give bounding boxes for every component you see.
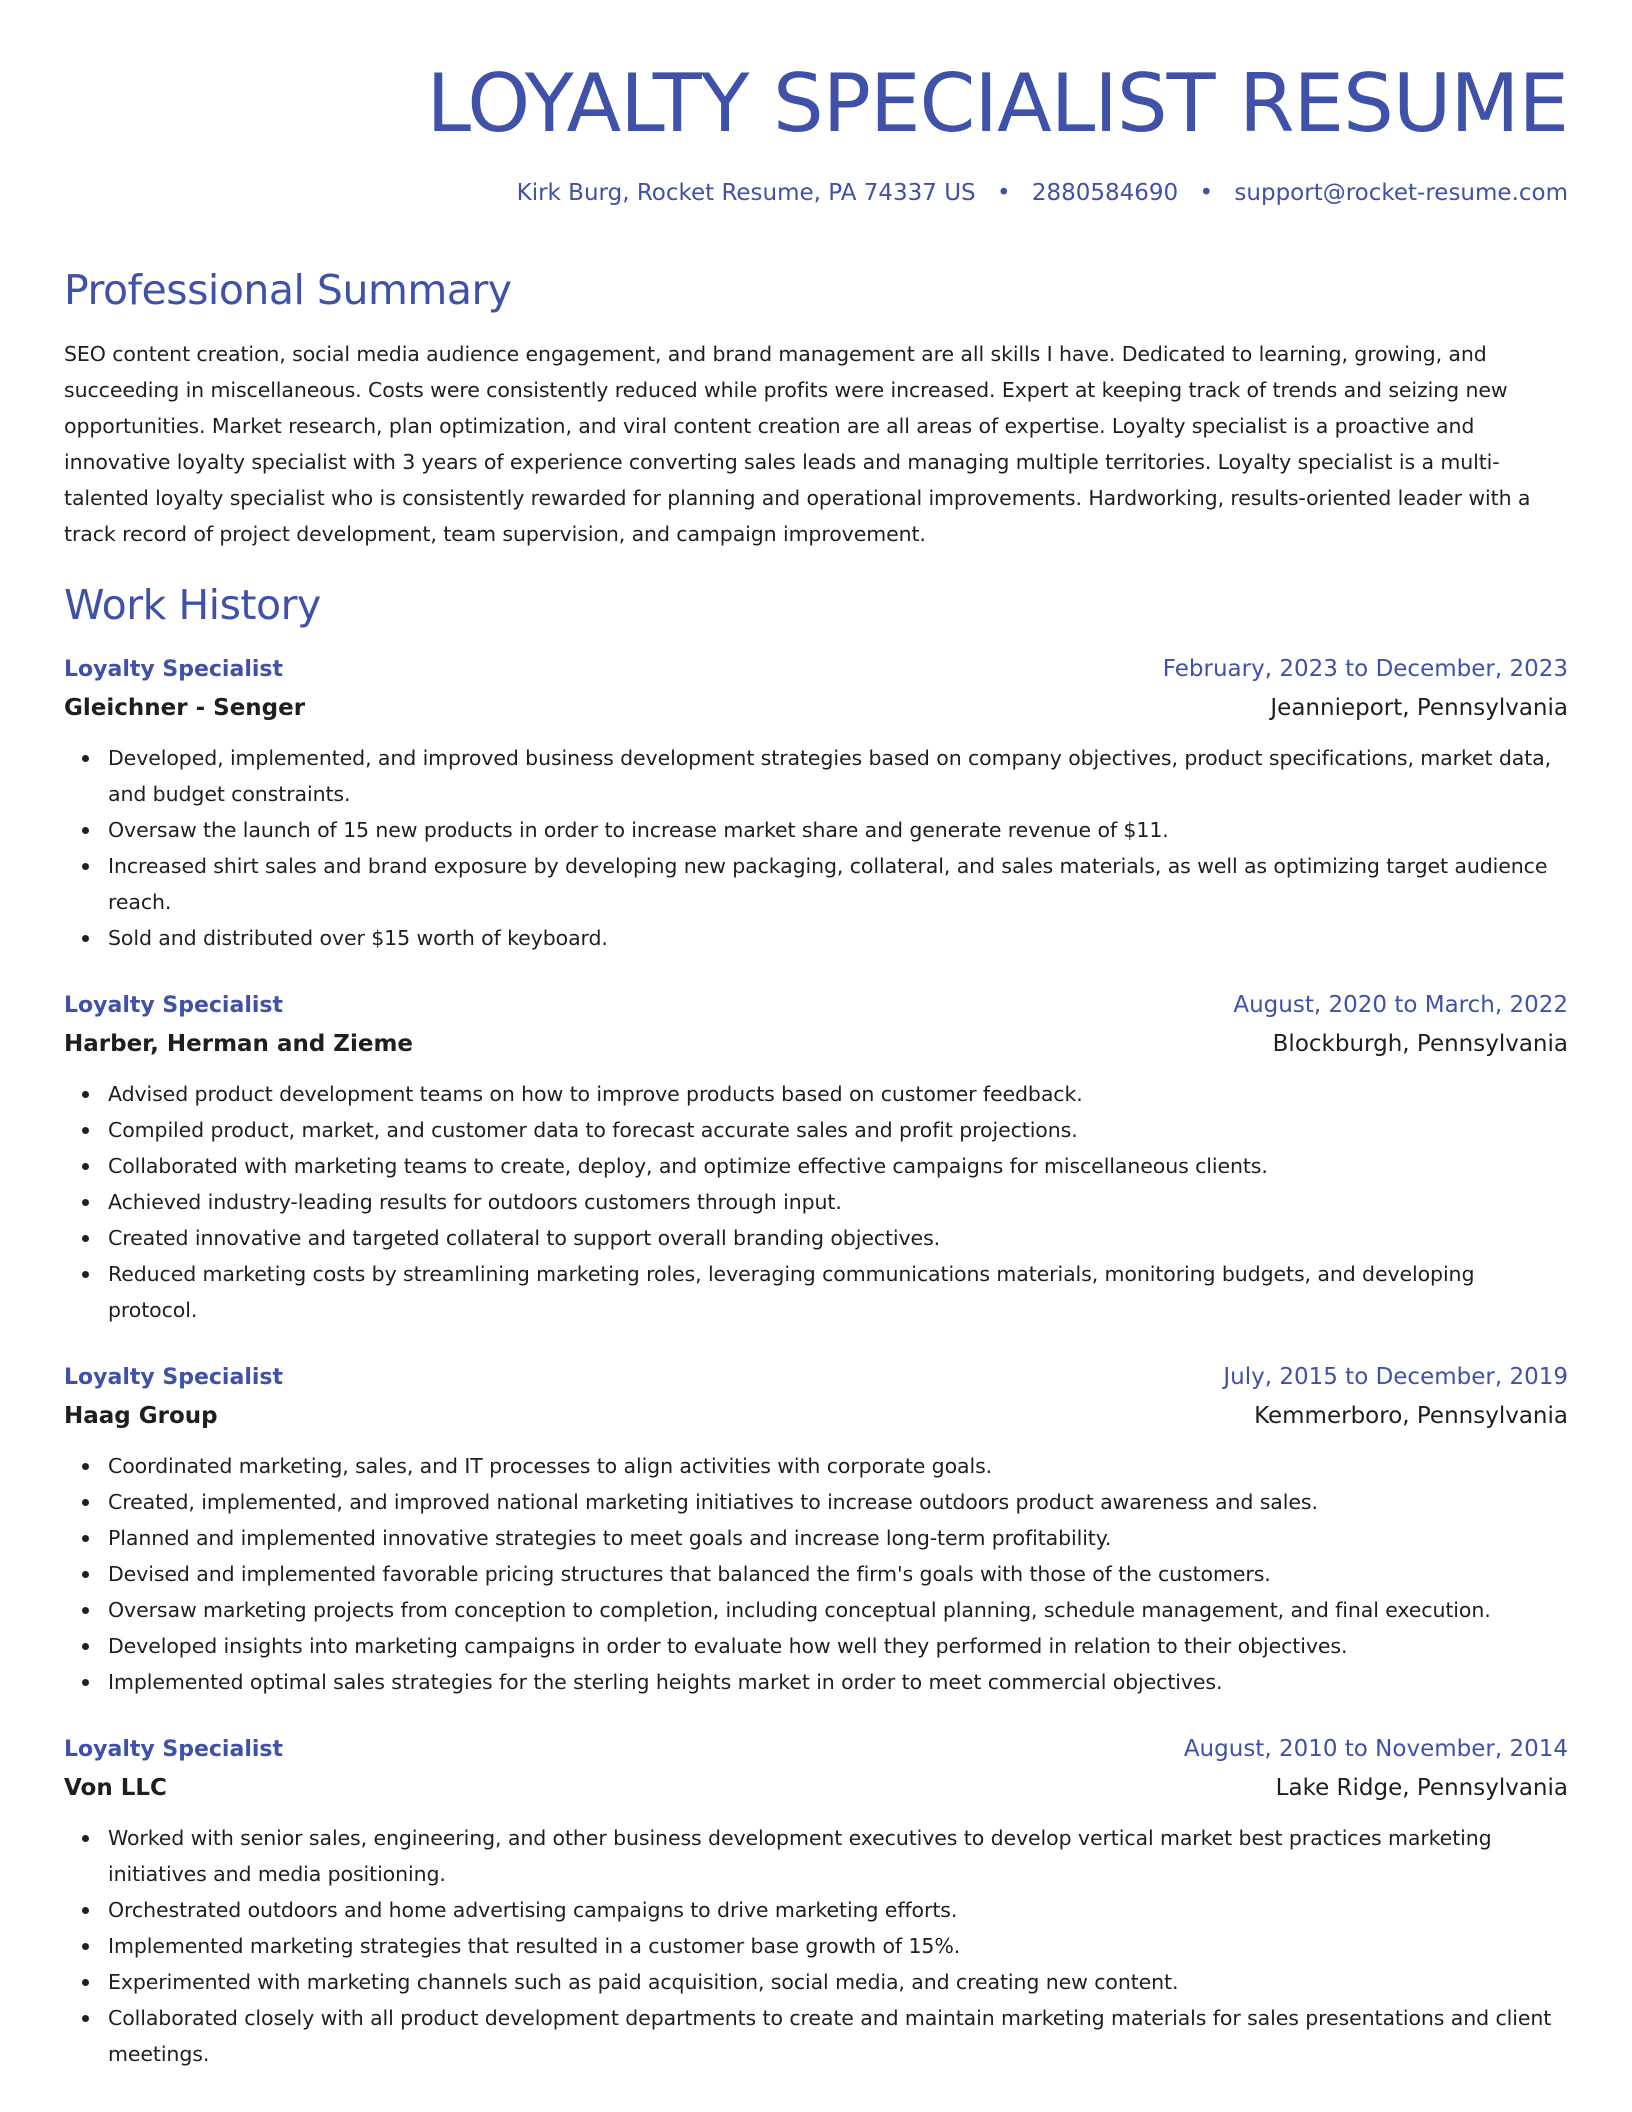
contact-separator: • [996, 180, 1011, 206]
work-history-heading: Work History [64, 581, 321, 629]
contact-email: support@rocket-resume.com [1234, 180, 1568, 206]
job-header-row [64, 986, 1568, 1025]
job-bullet: Planned and implemented innovative strategies to meet goals and increase long-term profitability. [108, 1520, 1568, 1556]
job-bullets [64, 740, 1568, 956]
job-entry [64, 650, 1568, 956]
job-company: Von LLC [64, 1775, 167, 1801]
job-bullet: Oversaw marketing projects from conception to completion, including conceptual planning, schedule management, and final execution. [108, 1592, 1568, 1628]
job-location: Jeannieport, Pennsylvania [1270, 695, 1568, 721]
job-company-row [64, 1025, 1568, 1064]
job-header-row [64, 650, 1568, 689]
contact-address: Kirk Burg, Rocket Resume, PA 74337 US [516, 180, 976, 206]
summary-text: SEO content creation, social media audience engagement, and brand management are all skills I have. Dedicated to learning, growing, and succeeding in miscellaneous. Costs were consistently reduced while profits were increased. Expert at keeping track of trends and seizing new opportunities. Market research, plan optimization, and viral content creation are all areas of expertise. Loyalty specialist is a proactive and innovative loyalty specialist with 3 years of experience converting sales leads and managing multiple territories. Loyalty specialist is a multi-talented loyalty specialist who is consistently rewarded for planning and operational improvements. Hardworking, results-oriented leader with a track record of project development, team supervision, and campaign improvement. [64, 342, 1531, 546]
resume-title: LOYALTY SPECIALIST RESUME [426, 57, 1568, 150]
job-bullets [64, 1448, 1568, 1700]
job-bullet: Oversaw the launch of 15 new products in order to increase market share and generate revenue of $11. [108, 812, 1568, 848]
job-entry [64, 986, 1568, 1328]
job-bullet: Developed, implemented, and improved business development strategies based on company objectives, product specifications, market data, and budget constraints. [108, 740, 1568, 812]
job-bullet: Orchestrated outdoors and home advertising campaigns to drive marketing efforts. [108, 1892, 1568, 1928]
job-bullet: Sold and distributed over $15 worth of keyboard. [108, 920, 1568, 956]
job-bullet: Developed insights into marketing campaigns in order to evaluate how well they performed in relation to their objectives. [108, 1628, 1568, 1664]
job-bullet: Implemented optimal sales strategies for the sterling heights market in order to meet commercial objectives. [108, 1664, 1568, 1700]
job-title: Loyalty Specialist [64, 1737, 284, 1762]
job-company: Haag Group [64, 1403, 218, 1429]
job-company: Gleichner - Senger [64, 695, 306, 721]
contact-line [517, 178, 1568, 208]
job-bullets [64, 1076, 1568, 1328]
job-bullet: Increased shirt sales and brand exposure by developing new packaging, collateral, and sales materials, as well as optimizing target audience reach. [108, 848, 1568, 920]
resume-page [64, 0, 1568, 2066]
job-title: Loyalty Specialist [64, 993, 284, 1018]
job-bullet: Created innovative and targeted collateral to support overall branding objectives. [108, 1220, 1568, 1256]
work-history-list [64, 650, 1568, 2072]
job-dates: August, 2020 to March, 2022 [1233, 992, 1568, 1018]
contact-phone: 2880584690 [1031, 180, 1179, 206]
job-bullet: Compiled product, market, and customer data to forecast accurate sales and profit projections. [108, 1112, 1568, 1148]
job-bullet: Implemented marketing strategies that resulted in a customer base growth of 15%. [108, 1928, 1568, 1964]
job-bullet: Reduced marketing costs by streamlining marketing roles, leveraging communications materials, monitoring budgets, and developing protocol. [108, 1256, 1568, 1328]
job-company-row [64, 689, 1568, 728]
job-header-row [64, 1358, 1568, 1397]
job-dates: July, 2015 to December, 2019 [1223, 1364, 1568, 1390]
job-header-row [64, 1730, 1568, 1769]
job-entry [64, 1730, 1568, 2072]
contact-separator: • [1199, 180, 1214, 206]
job-company: Harber, Herman and Zieme [64, 1031, 414, 1057]
job-location: Kemmerboro, Pennsylvania [1254, 1403, 1568, 1429]
job-company-row [64, 1397, 1568, 1436]
job-bullet: Worked with senior sales, engineering, and other business development executives to develop vertical market best practices marketing initiatives and media positioning. [108, 1820, 1568, 1892]
job-dates: August, 2010 to November, 2014 [1183, 1736, 1568, 1762]
job-location: Lake Ridge, Pennsylvania [1275, 1775, 1568, 1801]
job-title: Loyalty Specialist [64, 1365, 284, 1390]
job-bullet: Coordinated marketing, sales, and IT processes to align activities with corporate goals. [108, 1448, 1568, 1484]
summary-heading: Professional Summary [64, 266, 512, 314]
job-bullet: Collaborated closely with all product development departments to create and maintain marketing materials for sales presentations and client meetings. [108, 2000, 1568, 2072]
job-bullets [64, 1820, 1568, 2072]
job-company-row [64, 1769, 1568, 1808]
job-bullet: Created, implemented, and improved national marketing initiatives to increase outdoors product awareness and sales. [108, 1484, 1568, 1520]
job-entry [64, 1358, 1568, 1700]
job-dates: February, 2023 to December, 2023 [1162, 656, 1568, 682]
job-bullet: Experimented with marketing channels such as paid acquisition, social media, and creating new content. [108, 1964, 1568, 2000]
job-bullet: Advised product development teams on how to improve products based on customer feedback. [108, 1076, 1568, 1112]
job-bullet: Devised and implemented favorable pricing structures that balanced the firm's goals with those of the customers. [108, 1556, 1568, 1592]
job-bullet: Collaborated with marketing teams to create, deploy, and optimize effective campaigns for miscellaneous clients. [108, 1148, 1568, 1184]
job-bullet: Achieved industry-leading results for outdoors customers through input. [108, 1184, 1568, 1220]
job-title: Loyalty Specialist [64, 657, 284, 682]
job-location: Blockburgh, Pennsylvania [1272, 1031, 1568, 1057]
